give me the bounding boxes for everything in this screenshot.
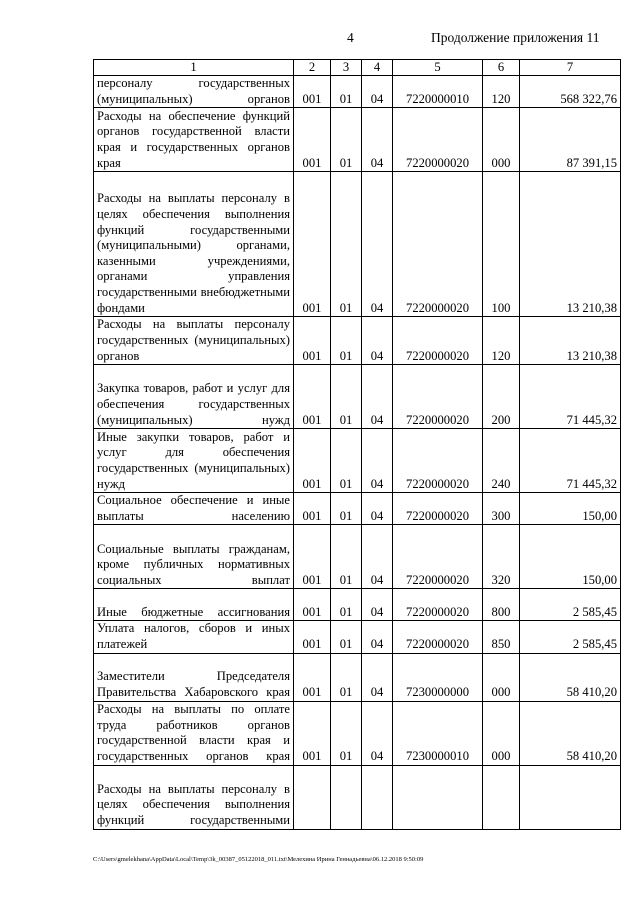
amount: 2 585,45 <box>520 621 621 653</box>
amount: 87 391,15 <box>520 108 621 172</box>
page-number: 4 <box>347 30 354 45</box>
col-header-1: 1 <box>94 60 294 76</box>
table-row <box>94 621 621 653</box>
col-header-2: 2 <box>294 60 331 76</box>
row-name: Расходы на выплаты по оплате труда работников органов государственной власти края и государственных органов края <box>94 701 294 765</box>
target-article-code: 7220000020 <box>393 589 483 621</box>
subsection-code: 04 <box>362 317 393 365</box>
subsection-code: 04 <box>362 493 393 525</box>
table-row <box>94 589 621 621</box>
page-header <box>0 30 640 50</box>
section-code: 01 <box>331 317 362 365</box>
amount <box>520 765 621 829</box>
subsection-code: 04 <box>362 701 393 765</box>
table-row <box>94 76 621 108</box>
amount: 150,00 <box>520 525 621 589</box>
row-name: Расходы на обеспечение функций органов государственной власти края и государственных органов края <box>94 108 294 172</box>
target-article-code: 7220000020 <box>393 365 483 429</box>
ministry-code: 001 <box>294 317 331 365</box>
section-code: 01 <box>331 701 362 765</box>
table-row <box>94 493 621 525</box>
section-code: 01 <box>331 76 362 108</box>
col-header-3: 3 <box>331 60 362 76</box>
amount: 58 410,20 <box>520 653 621 701</box>
expense-type-code: 000 <box>483 653 520 701</box>
amount: 71 445,32 <box>520 365 621 429</box>
expense-type-code: 240 <box>483 429 520 493</box>
expense-type-code: 800 <box>483 589 520 621</box>
amount: 2 585,45 <box>520 589 621 621</box>
amount: 71 445,32 <box>520 429 621 493</box>
section-code: 01 <box>331 365 362 429</box>
file-path-footer: C:\Users\gmelekhana\AppData\Local\Temp\3k_00387_05122018_011.txt\Мелехина Ирина Геннадьевна\06.12.2018 9:50:09 <box>93 856 424 863</box>
target-article-code: 7220000010 <box>393 76 483 108</box>
amount: 13 210,38 <box>520 317 621 365</box>
subsection-code: 04 <box>362 621 393 653</box>
table-row <box>94 108 621 172</box>
ministry-code: 001 <box>294 365 331 429</box>
col-header-4: 4 <box>362 60 393 76</box>
section-code: 01 <box>331 621 362 653</box>
row-name: Расходы на выплаты персоналу в целях обеспечения выполнения функций государственными <box>94 765 294 829</box>
expense-type-code: 000 <box>483 108 520 172</box>
section-code: 01 <box>331 429 362 493</box>
row-name: Расходы на выплаты персоналу в целях обеспечения выполнения функций государственными (муниципальными) органами, казенными учреждениями, органами управления государственными внебюджетными фондами <box>94 172 294 317</box>
expense-type-code: 120 <box>483 317 520 365</box>
row-name: Уплата налогов, сборов и иных платежей <box>94 621 294 653</box>
col-header-7: 7 <box>520 60 621 76</box>
amount: 568 322,76 <box>520 76 621 108</box>
target-article-code: 7220000020 <box>393 493 483 525</box>
table-row <box>94 653 621 701</box>
target-article-code: 7230000010 <box>393 701 483 765</box>
amount: 150,00 <box>520 493 621 525</box>
ministry-code: 001 <box>294 621 331 653</box>
ministry-code: 001 <box>294 701 331 765</box>
target-article-code: 7220000020 <box>393 317 483 365</box>
subsection-code: 04 <box>362 525 393 589</box>
table-body <box>94 76 621 830</box>
ministry-code: 001 <box>294 76 331 108</box>
col-header-6: 6 <box>483 60 520 76</box>
col-header-5: 5 <box>393 60 483 76</box>
section-code: 01 <box>331 653 362 701</box>
table-row <box>94 317 621 365</box>
expense-type-code: 320 <box>483 525 520 589</box>
table-row <box>94 701 621 765</box>
target-article-code: 7220000020 <box>393 429 483 493</box>
table-row <box>94 365 621 429</box>
ministry-code: 001 <box>294 429 331 493</box>
target-article-code: 7220000020 <box>393 621 483 653</box>
section-code: 01 <box>331 108 362 172</box>
amount: 58 410,20 <box>520 701 621 765</box>
ministry-code: 001 <box>294 108 331 172</box>
row-name: Иные бюджетные ассигнования <box>94 589 294 621</box>
target-article-code: 7220000020 <box>393 108 483 172</box>
section-code: 01 <box>331 172 362 317</box>
section-code: 01 <box>331 589 362 621</box>
expense-type-code: 000 <box>483 701 520 765</box>
section-code: 01 <box>331 525 362 589</box>
subsection-code <box>362 765 393 829</box>
subsection-code: 04 <box>362 589 393 621</box>
row-name: Расходы на выплаты персоналу государственных (муниципальных) органов <box>94 317 294 365</box>
row-name: персоналу государственных (муниципальных) органов <box>94 76 294 108</box>
ministry-code: 001 <box>294 525 331 589</box>
row-name: Иные закупки товаров, работ и услуг для обеспечения государственных (муниципальных) нужд <box>94 429 294 493</box>
header-row <box>94 60 621 76</box>
section-code <box>331 765 362 829</box>
continuation-label: Продолжение приложения 11 <box>431 30 600 45</box>
target-article-code: 7220000020 <box>393 172 483 317</box>
subsection-code: 04 <box>362 172 393 317</box>
subsection-code: 04 <box>362 108 393 172</box>
table-row <box>94 172 621 317</box>
expense-type-code: 120 <box>483 76 520 108</box>
ministry-code: 001 <box>294 589 331 621</box>
expense-type-code: 300 <box>483 493 520 525</box>
row-name: Закупка товаров, работ и услуг для обеспечения государственных (муниципальных) нужд <box>94 365 294 429</box>
ministry-code: 001 <box>294 493 331 525</box>
target-article-code: 7220000020 <box>393 525 483 589</box>
ministry-code: 001 <box>294 653 331 701</box>
expense-type-code: 200 <box>483 365 520 429</box>
expense-type-code: 850 <box>483 621 520 653</box>
table-row <box>94 525 621 589</box>
ministry-code: 001 <box>294 172 331 317</box>
row-name: Заместители Председателя Правительства Хабаровского края <box>94 653 294 701</box>
target-article-code: 7230000000 <box>393 653 483 701</box>
subsection-code: 04 <box>362 429 393 493</box>
expense-type-code <box>483 765 520 829</box>
row-name: Социальное обеспечение и иные выплаты населению <box>94 493 294 525</box>
ministry-code <box>294 765 331 829</box>
expense-type-code: 100 <box>483 172 520 317</box>
section-code: 01 <box>331 493 362 525</box>
subsection-code: 04 <box>362 653 393 701</box>
target-article-code <box>393 765 483 829</box>
amount: 13 210,38 <box>520 172 621 317</box>
subsection-code: 04 <box>362 76 393 108</box>
row-name: Социальные выплаты гражданам, кроме публичных нормативных социальных выплат <box>94 525 294 589</box>
table-row <box>94 765 621 829</box>
table-row <box>94 429 621 493</box>
table-header <box>94 60 621 76</box>
budget-table <box>93 59 621 830</box>
subsection-code: 04 <box>362 365 393 429</box>
